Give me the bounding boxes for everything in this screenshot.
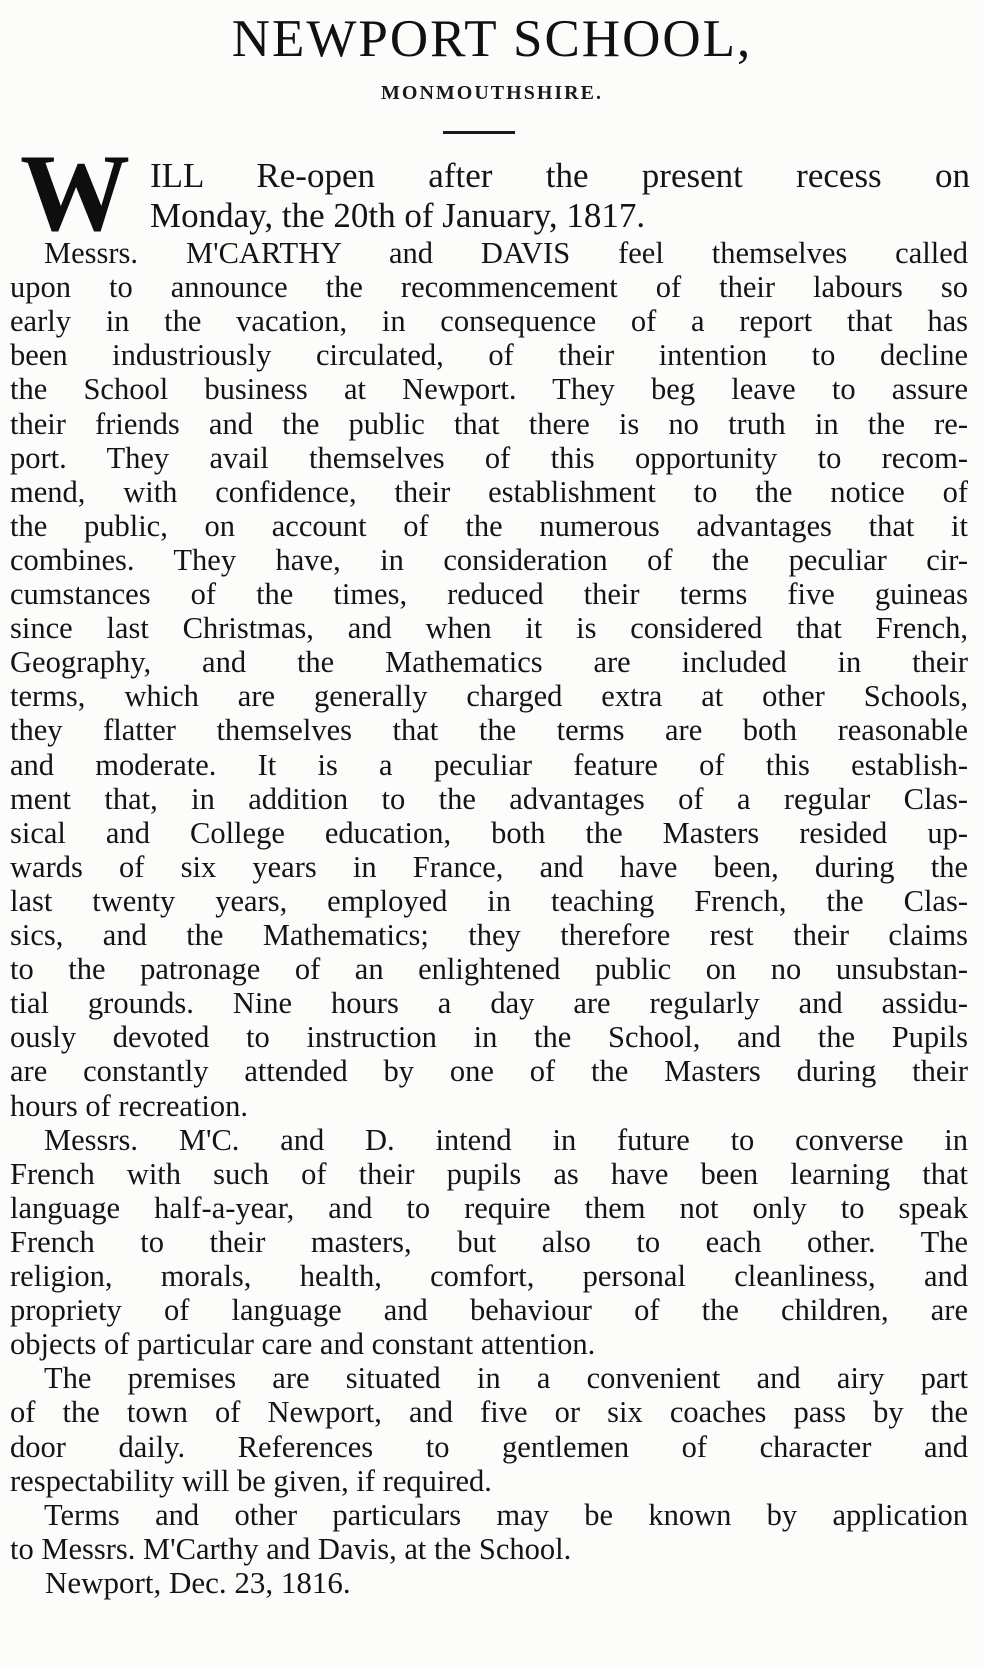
text-line: objects of particular care and constant attention. xyxy=(10,1327,596,1361)
text-line: respectability will be given, if required. xyxy=(10,1464,492,1498)
page-subtitle: MONMOUTHSHIRE. xyxy=(381,82,603,104)
text-line: Messrs. M'CARTHY and DAVIS feel themselves called xyxy=(44,236,968,270)
text-line: French with such of their pupils as have been learning that xyxy=(10,1157,968,1191)
text-line: the School business at Newport. They beg leave to assure xyxy=(10,372,968,406)
text-line: and moderate. It is a peculiar feature of this establish- xyxy=(10,748,968,782)
text-line: sics, and the Mathematics; they therefore rest their claims xyxy=(10,918,968,952)
text-line: sical and College education, both the Masters resided up- xyxy=(10,816,968,850)
text-line: religion, morals, health, comfort, personal cleanliness, and xyxy=(10,1259,968,1293)
dateline: Newport, Dec. 23, 1816. xyxy=(45,1565,351,1600)
text-line: door daily. References to gentlemen of character and xyxy=(10,1430,968,1464)
drop-cap: W xyxy=(20,132,130,254)
text-line: terms, which are generally charged extra at other Schools, xyxy=(10,679,968,713)
text-line: been industriously circulated, of their intention to decline xyxy=(10,338,968,372)
text-line: port. They avail themselves of this opportunity to recom- xyxy=(10,441,968,475)
text-line: cumstances of the times, reduced their terms five guineas xyxy=(10,577,968,611)
text-line: language half-a-year, and to require them not only to speak xyxy=(10,1191,968,1225)
text-line: ment that, in addition to the advantages of a regular Clas- xyxy=(10,782,968,816)
text-line: ously devoted to instruction in the School, and the Pupils xyxy=(10,1020,968,1054)
text-line: hours of recreation. xyxy=(10,1089,248,1123)
opening-line: Monday, the 20th of January, 1817. xyxy=(150,196,646,235)
title-divider xyxy=(443,131,515,134)
text-line: are constantly attended by one of the Masters during their xyxy=(10,1054,968,1088)
text-line: combines. They have, in consideration of the peculiar cir- xyxy=(10,543,968,577)
opening-line: ILL Re-open after the present recess on xyxy=(150,156,970,195)
text-line: of the town of Newport, and five or six coaches pass by the xyxy=(10,1395,968,1429)
page-title: NEWPORT SCHOOL, xyxy=(231,10,753,68)
text-line: Messrs. M'C. and D. intend in future to converse in xyxy=(44,1123,968,1157)
text-line: early in the vacation, in consequence of a report that has xyxy=(10,304,968,338)
text-line: to Messrs. M'Carthy and Davis, at the School. xyxy=(10,1532,572,1566)
text-line: tial grounds. Nine hours a day are regularly and assidu- xyxy=(10,986,968,1020)
text-line: French to their masters, but also to each other. The xyxy=(10,1225,968,1259)
text-line: wards of six years in France, and have been, during the xyxy=(10,850,968,884)
text-line: last twenty years, employed in teaching French, the Clas- xyxy=(10,884,968,918)
text-line: mend, with confidence, their establishment to the notice of xyxy=(10,475,968,509)
text-line: Terms and other particulars may be known by application xyxy=(44,1498,968,1532)
text-line: The premises are situated in a convenient and airy part xyxy=(44,1361,968,1395)
text-line: their friends and the public that there is no truth in the re- xyxy=(10,407,968,441)
text-line: Geography, and the Mathematics are included in their xyxy=(10,645,968,679)
text-line: since last Christmas, and when it is considered that French, xyxy=(10,611,968,645)
text-line: upon to announce the recommencement of their labours so xyxy=(10,270,968,304)
text-line: they flatter themselves that the terms are both reasonable xyxy=(10,713,968,747)
text-line: propriety of language and behaviour of the children, are xyxy=(10,1293,968,1327)
text-line: the public, on account of the numerous advantages that it xyxy=(10,509,968,543)
text-line: to the patronage of an enlightened public on no unsubstan- xyxy=(10,952,968,986)
